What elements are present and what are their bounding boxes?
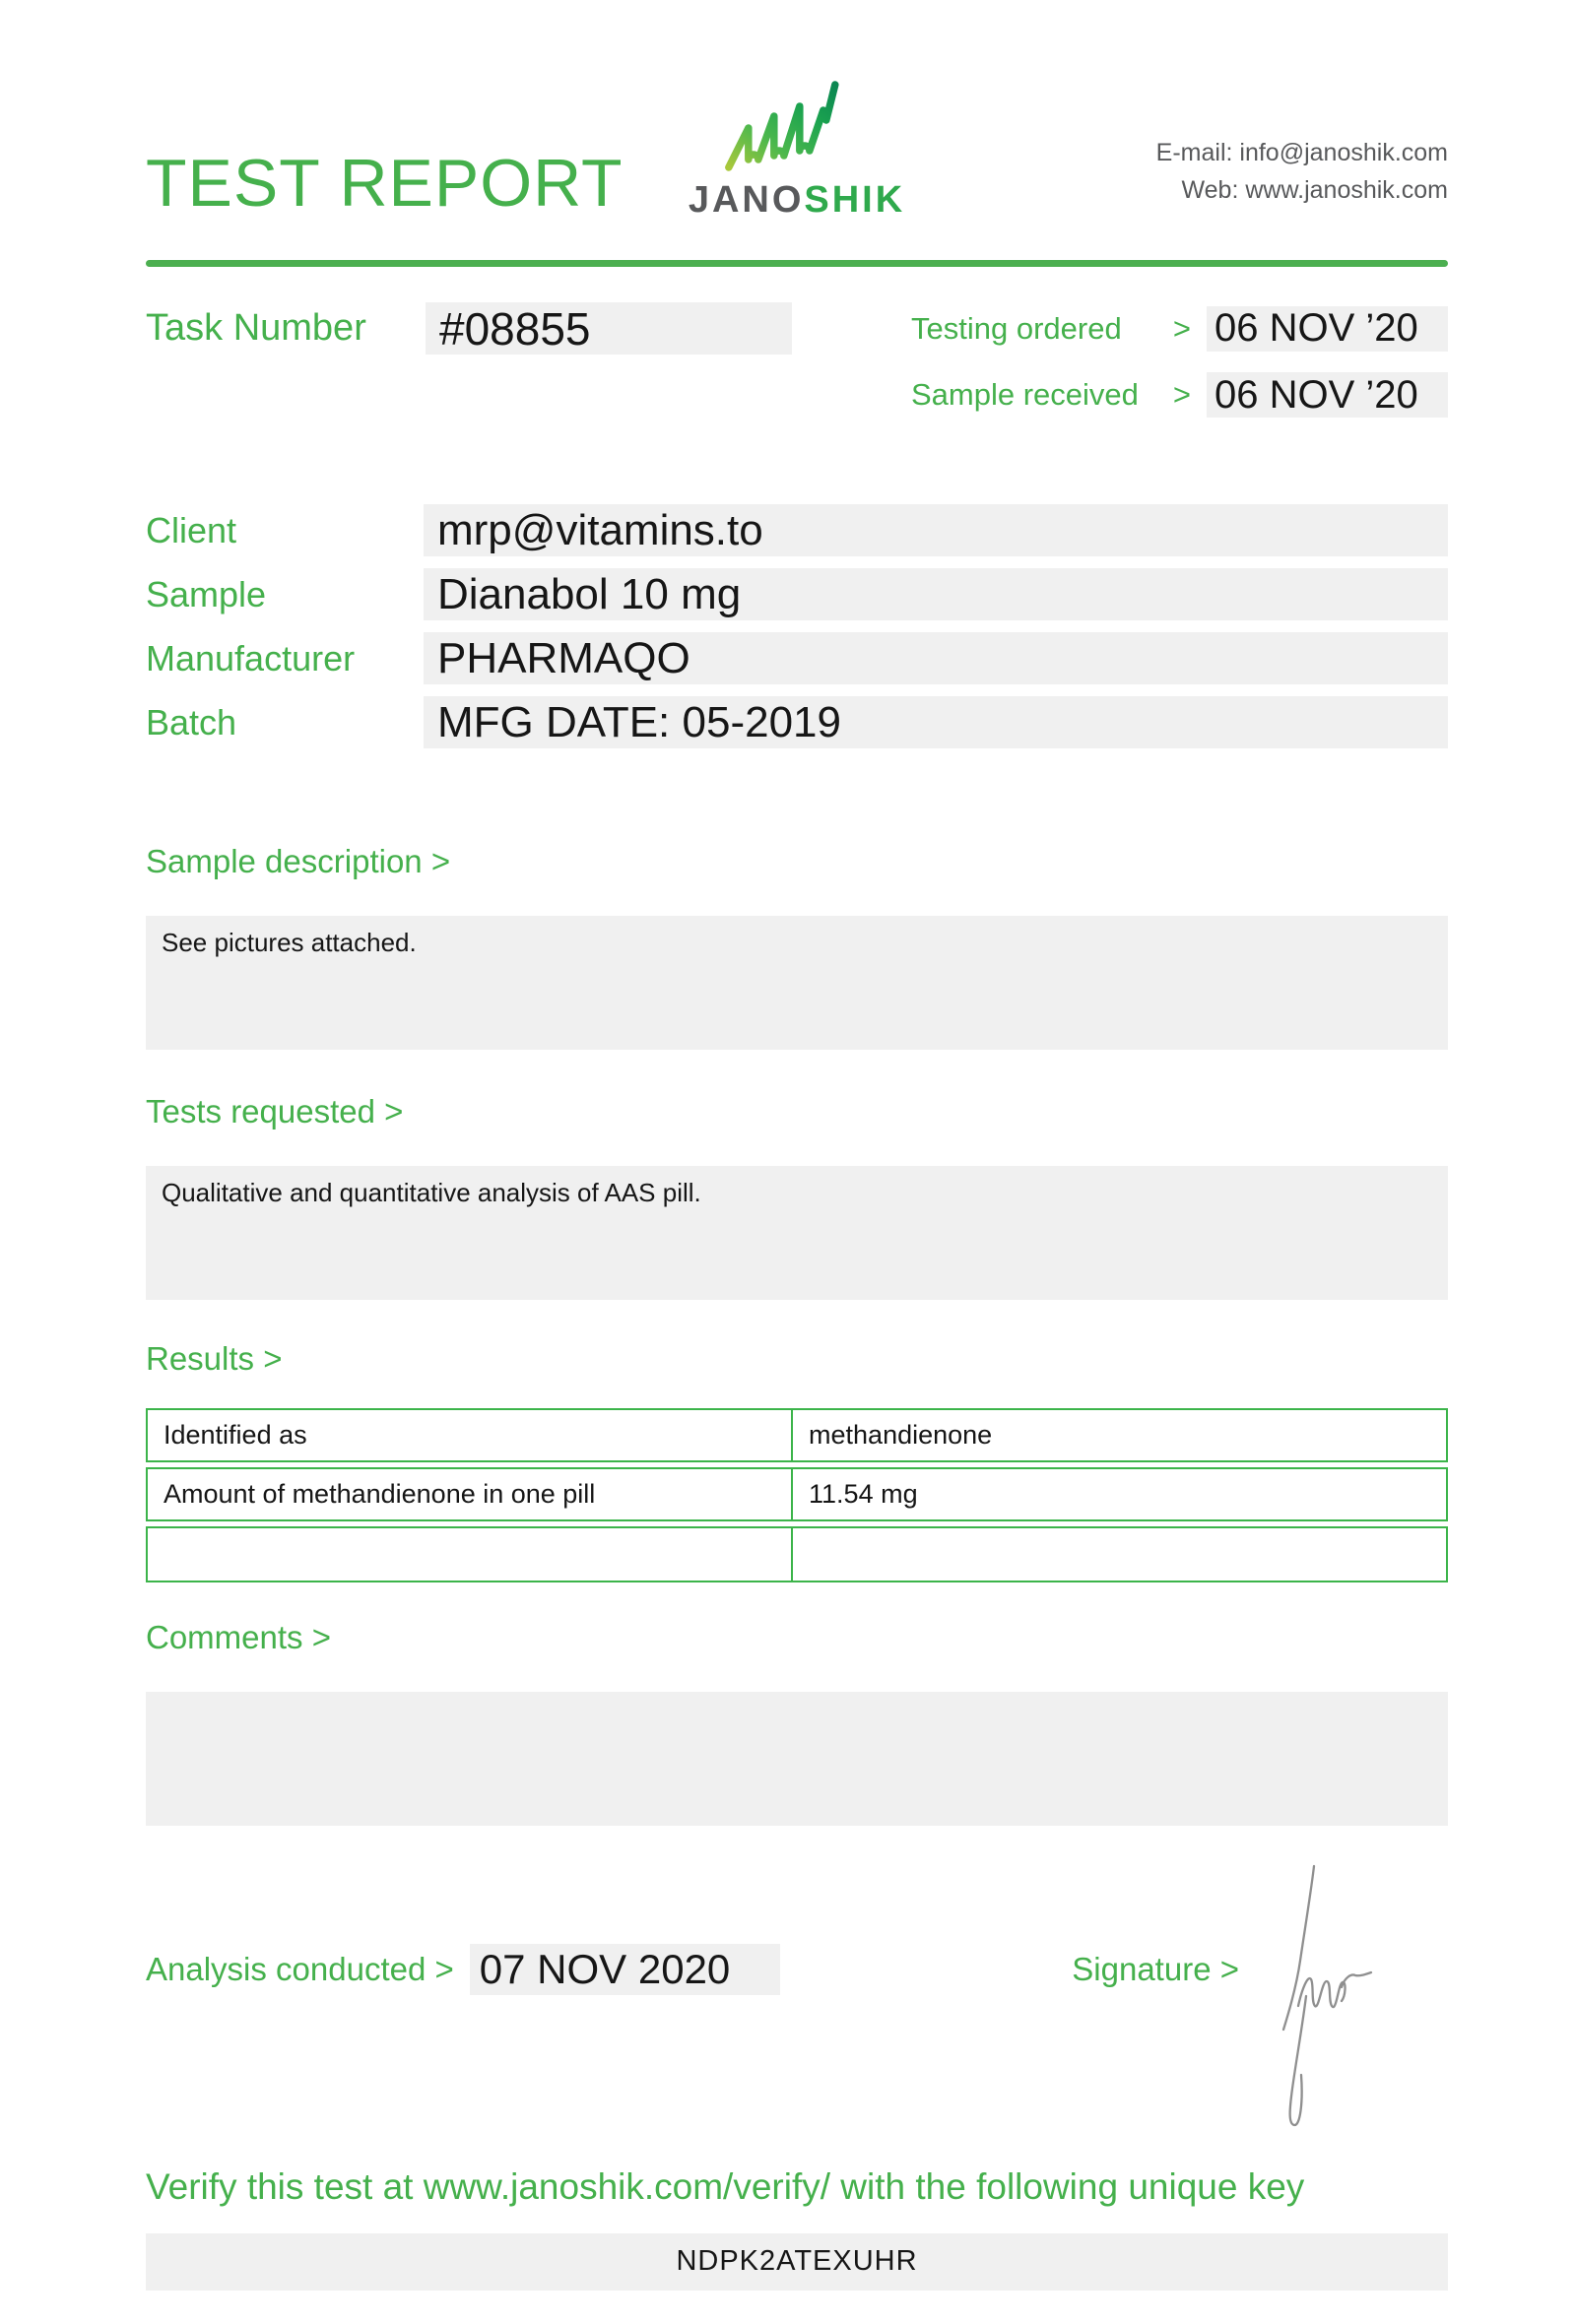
- testing-ordered-value: 06 NOV ’20: [1207, 306, 1448, 352]
- comments-heading: Comments >: [146, 1618, 331, 1655]
- web-label: Web:: [1181, 175, 1239, 204]
- sample-info-block: [146, 504, 1448, 748]
- header-divider: [146, 260, 1448, 267]
- info-row-sample: [146, 568, 1448, 620]
- result-name-cell: Identified as: [148, 1410, 793, 1460]
- table-row: [146, 1408, 1448, 1462]
- growth-chart-icon: [720, 79, 874, 177]
- contact-email-line: [1156, 135, 1448, 172]
- info-row-manufacturer: [146, 632, 1448, 684]
- info-row-client: [146, 504, 1448, 556]
- arrow-icon: >: [1172, 310, 1191, 346]
- result-value-cell: methandienone: [809, 1419, 993, 1450]
- testing-ordered-group: [911, 306, 1448, 352]
- manufacturer-label: Manufacturer: [146, 637, 356, 678]
- result-name-cell: [148, 1528, 793, 1581]
- janoshik-logo: [689, 79, 905, 219]
- sample-received-text: Sample received: [911, 377, 1139, 412]
- testing-ordered-text: Testing ordered: [911, 310, 1122, 346]
- sample-description-heading: Sample description >: [146, 843, 451, 879]
- results-heading: Results >: [146, 1339, 283, 1377]
- table-row: [146, 1467, 1448, 1521]
- wordmark-jano: JANO: [688, 179, 805, 221]
- analysis-conducted-label: Analysis conducted >: [146, 1950, 454, 1987]
- arrow-icon: >: [1172, 377, 1191, 412]
- wordmark-shik: SHIK: [804, 179, 906, 221]
- tests-requested-heading: Tests requested >: [146, 1092, 404, 1130]
- task-number-label: Task Number: [146, 307, 366, 349]
- sample-received-label: [911, 377, 1207, 413]
- results-table: [146, 1408, 1448, 1582]
- contact-block: [1156, 135, 1448, 209]
- info-row-batch: [146, 696, 1448, 748]
- footer-row: [146, 1944, 1448, 1995]
- verify-heading: Verify this test at www.janoshik.com/verify/ with the following unique key: [146, 2165, 1305, 2207]
- client-value: mrp@vitamins.to: [424, 504, 1448, 556]
- sample-description-box: See pictures attached.: [146, 916, 1448, 1050]
- batch-value: MFG DATE: 05-2019: [424, 696, 1448, 748]
- client-label: Client: [146, 509, 237, 550]
- janoshik-wordmark: [689, 181, 905, 219]
- web-value: www.janoshik.com: [1245, 175, 1448, 204]
- result-value-cell: 11.54 mg: [809, 1478, 918, 1509]
- comments-box: [146, 1692, 1448, 1826]
- signature-handwriting: [1279, 1857, 1377, 2127]
- verification-key: NDPK2ATEXUHR: [146, 2233, 1448, 2291]
- email-label: E-mail:: [1155, 139, 1233, 166]
- batch-label: Batch: [146, 701, 237, 742]
- task-number-value: #08855: [426, 302, 792, 355]
- result-value-cell: [793, 1528, 1446, 1581]
- result-name-cell: Amount of methandienone in one pill: [148, 1469, 793, 1519]
- sample-received-group: [911, 372, 1448, 418]
- sample-value: Dianabol 10 mg: [424, 568, 1448, 620]
- sample-label: Sample: [146, 573, 267, 614]
- task-row: [146, 302, 1448, 355]
- contact-web-line: [1156, 172, 1448, 210]
- table-row: [146, 1526, 1448, 1582]
- signature-label: Signature >: [1072, 1950, 1239, 1987]
- page-title: TEST REPORT: [146, 146, 624, 221]
- analysis-date-value: 07 NOV 2020: [470, 1944, 780, 1995]
- email-value: info@janoshik.com: [1239, 139, 1448, 166]
- sample-received-value: 06 NOV ’20: [1207, 372, 1448, 418]
- manufacturer-value: PHARMAQO: [424, 632, 1448, 684]
- sample-received-row: [146, 372, 1448, 418]
- tests-requested-box: Qualitative and quantitative analysis of AAS pill.: [146, 1166, 1448, 1300]
- report-header: [146, 0, 1448, 221]
- testing-ordered-label: [911, 311, 1207, 347]
